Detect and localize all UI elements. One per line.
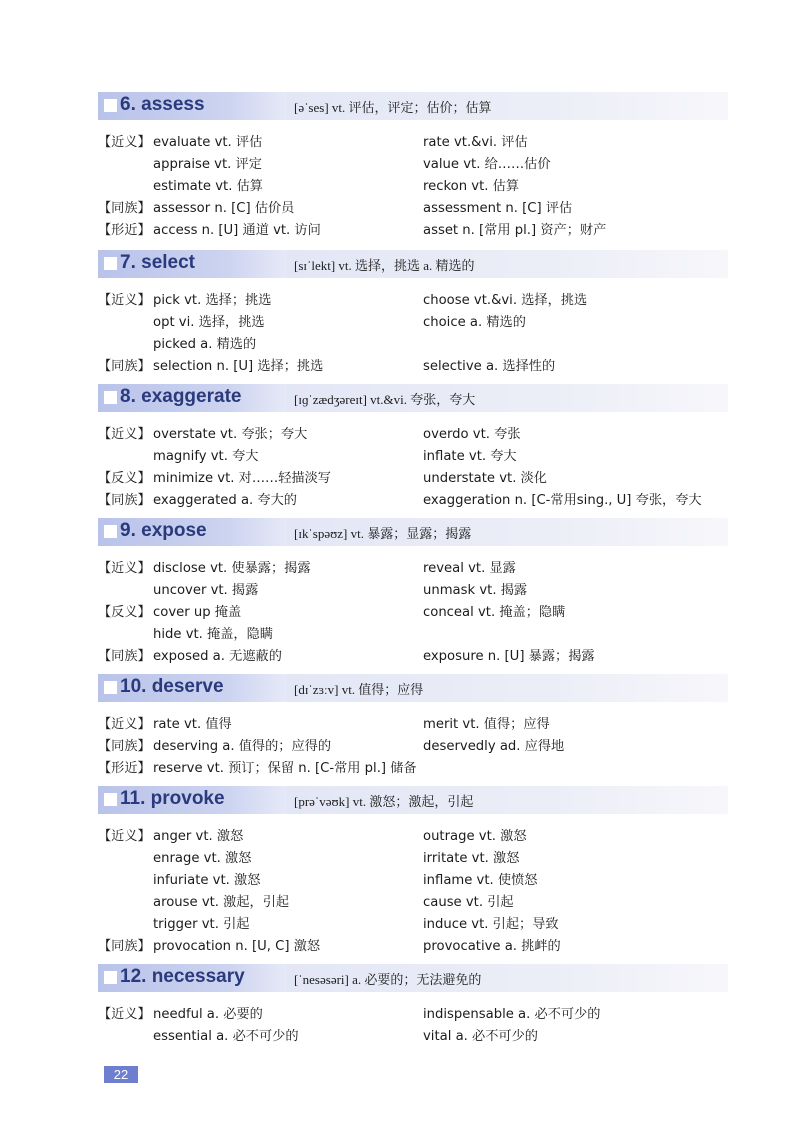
relation-tag: 【反义】: [98, 471, 151, 486]
entry-row: [98, 621, 728, 643]
relation-tag: 【近义】: [98, 561, 151, 576]
entry-headword: 12. necessary: [120, 966, 245, 987]
entry-definition: [dɪˈzɜːv] vt. 值得；应得: [294, 682, 424, 697]
related-word: indispensable a. 必不可少的: [423, 1007, 601, 1022]
related-word: vital a. 必不可少的: [423, 1029, 538, 1044]
related-word: uncover vt. 揭露: [153, 583, 259, 598]
entry-definition: [əˈses] vt. 评估，评定；估价；估算: [294, 100, 492, 115]
related-word: conceal vt. 掩盖；隐瞒: [423, 605, 566, 620]
relation-tag: 【近义】: [98, 829, 151, 844]
related-word: irritate vt. 激怒: [423, 851, 520, 866]
related-word: merit vt. 值得；应得: [423, 717, 550, 732]
relation-tag: 【同族】: [98, 939, 151, 954]
related-word: cover up 掩盖: [153, 605, 242, 620]
related-word: magnify vt. 夸大: [153, 449, 259, 464]
related-word: anger vt. 激怒: [153, 829, 244, 844]
entry-row: [98, 353, 728, 375]
related-word: reveal vt. 显露: [423, 561, 516, 576]
entry-header: [98, 250, 728, 284]
entry-definition: [ɪɡˈzædʒəreɪt] vt.&vi. 夸张，夸大: [294, 392, 476, 407]
relation-tag: 【近义】: [98, 293, 151, 308]
related-word: understate vt. 淡化: [423, 471, 547, 486]
related-word: estimate vt. 估算: [153, 179, 263, 194]
related-word: reserve vt. 预订；保留 n. [C-常用 pl.] 储备: [153, 761, 417, 776]
vocab-entry-deserve: [98, 674, 728, 777]
relation-tag: 【近义】: [98, 1007, 151, 1022]
related-word: essential a. 必不可少的: [153, 1029, 299, 1044]
square-bullet-icon: [104, 793, 117, 806]
relation-tag: 【同族】: [98, 359, 151, 374]
related-word: overdo vt. 夸张: [423, 427, 521, 442]
entry-row: [98, 195, 728, 217]
related-word: rate vt. 值得: [153, 717, 232, 732]
entry-row: [98, 287, 728, 309]
entry-header: [98, 384, 728, 418]
entry-definition: [sɪˈlekt] vt. 选择，挑选 a. 精选的: [294, 258, 475, 273]
entry-row: [98, 173, 728, 195]
related-word: unmask vt. 揭露: [423, 583, 528, 598]
vocab-entry-expose: [98, 518, 728, 665]
entry-row: [98, 577, 728, 599]
related-word: inflame vt. 使愤怒: [423, 873, 538, 888]
related-word: minimize vt. 对……轻描淡写: [153, 471, 331, 486]
related-word: exaggeration n. [C-常用sing., U] 夸张，夸大: [423, 493, 702, 508]
related-word: deserving a. 值得的；应得的: [153, 739, 332, 754]
related-word: choice a. 精选的: [423, 315, 526, 330]
vocab-entry-assess: [98, 92, 728, 239]
related-word: trigger vt. 引起: [153, 917, 250, 932]
related-word: inflate vt. 夸大: [423, 449, 517, 464]
related-word: needful a. 必要的: [153, 1007, 263, 1022]
related-word: induce vt. 引起；导致: [423, 917, 559, 932]
entry-headword: 7. select: [120, 252, 195, 273]
entry-definition: [prəˈvəʊk] vt. 激怒；激起，引起: [294, 794, 474, 809]
entry-row: [98, 309, 728, 331]
entry-row: [98, 129, 728, 151]
entry-row: [98, 845, 728, 867]
related-word: access n. [U] 通道 vt. 访问: [153, 223, 321, 238]
related-word: appraise vt. 评定: [153, 157, 262, 172]
related-word: selection n. [U] 选择；挑选: [153, 359, 324, 374]
related-word: exposure n. [U] 暴露；揭露: [423, 649, 595, 664]
entry-row: [98, 555, 728, 577]
related-word: hide vt. 掩盖，隐瞒: [153, 627, 273, 642]
entry-header: [98, 674, 728, 708]
related-word: infuriate vt. 激怒: [153, 873, 261, 888]
relation-tag: 【同族】: [98, 739, 151, 754]
entry-header: [98, 964, 728, 998]
entry-definition: [ˈnesəsəri] a. 必要的；无法避免的: [294, 972, 482, 987]
relation-tag: 【同族】: [98, 649, 151, 664]
entry-row: [98, 421, 728, 443]
entry-row: [98, 443, 728, 465]
entry-row: [98, 867, 728, 889]
relation-tag: 【近义】: [98, 717, 151, 732]
entry-row: [98, 599, 728, 621]
related-word: disclose vt. 使暴露；揭露: [153, 561, 311, 576]
related-word: reckon vt. 估算: [423, 179, 520, 194]
entry-row: [98, 933, 728, 955]
entry-row: [98, 465, 728, 487]
related-word: exaggerated a. 夸大的: [153, 493, 297, 508]
entry-row: [98, 823, 728, 845]
entry-headword: 8. exaggerate: [120, 386, 242, 407]
entry-row: [98, 643, 728, 665]
entry-headword: 9. expose: [120, 520, 207, 541]
entry-row: [98, 733, 728, 755]
square-bullet-icon: [104, 971, 117, 984]
related-word: choose vt.&vi. 选择，挑选: [423, 293, 588, 308]
relation-tag: 【近义】: [98, 135, 151, 150]
related-word: assessment n. [C] 评估: [423, 201, 573, 216]
entry-headword: 6. assess: [120, 94, 205, 115]
entry-row: [98, 217, 728, 239]
square-bullet-icon: [104, 257, 117, 270]
related-word: evaluate vt. 评估: [153, 135, 263, 150]
entry-header: [98, 786, 728, 820]
related-word: cause vt. 引起: [423, 895, 514, 910]
related-word: arouse vt. 激起，引起: [153, 895, 290, 910]
entry-headword: 11. provoke: [120, 788, 225, 809]
relation-tag: 【近义】: [98, 427, 151, 442]
entry-row: [98, 1001, 728, 1023]
square-bullet-icon: [104, 525, 117, 538]
vocab-entry-provoke: [98, 786, 728, 955]
related-word: picked a. 精选的: [153, 337, 257, 352]
related-word: pick vt. 选择；挑选: [153, 293, 272, 308]
entry-row: [98, 331, 728, 353]
vocab-entry-exaggerate: [98, 384, 728, 509]
related-word: opt vi. 选择，挑选: [153, 315, 265, 330]
related-word: value vt. 给……估价: [423, 157, 551, 172]
related-word: outrage vt. 激怒: [423, 829, 527, 844]
related-word: selective a. 选择性的: [423, 359, 556, 374]
related-word: rate vt.&vi. 评估: [423, 135, 528, 150]
related-word: provocative a. 挑衅的: [423, 939, 561, 954]
entry-header: [98, 518, 728, 552]
relation-tag: 【反义】: [98, 605, 151, 620]
relation-tag: 【同族】: [98, 201, 151, 216]
square-bullet-icon: [104, 99, 117, 112]
entry-row: [98, 911, 728, 933]
relation-tag: 【形近】: [98, 761, 151, 776]
relation-tag: 【同族】: [98, 493, 151, 508]
entry-headword: 10. deserve: [120, 676, 224, 697]
entry-row: [98, 487, 728, 509]
related-word: enrage vt. 激怒: [153, 851, 252, 866]
entry-row: [98, 755, 728, 777]
entry-row: [98, 151, 728, 173]
vocab-entry-select: [98, 250, 728, 375]
square-bullet-icon: [104, 391, 117, 404]
page-number: 22: [104, 1066, 138, 1083]
entry-row: [98, 711, 728, 733]
related-word: deservedly ad. 应得地: [423, 739, 565, 754]
related-word: overstate vt. 夸张；夸大: [153, 427, 308, 442]
entry-row: [98, 1023, 728, 1045]
related-word: assessor n. [C] 估价员: [153, 201, 295, 216]
related-word: exposed a. 无遮蔽的: [153, 649, 282, 664]
entry-row: [98, 889, 728, 911]
related-word: asset n. [常用 pl.] 资产；财产: [423, 223, 607, 238]
entry-header: [98, 92, 728, 126]
relation-tag: 【形近】: [98, 223, 151, 238]
entry-definition: [ɪkˈspəʊz] vt. 暴露；显露；揭露: [294, 526, 472, 541]
related-word: provocation n. [U, C] 激怒: [153, 939, 321, 954]
vocab-entry-necessary: [98, 964, 728, 1045]
square-bullet-icon: [104, 681, 117, 694]
